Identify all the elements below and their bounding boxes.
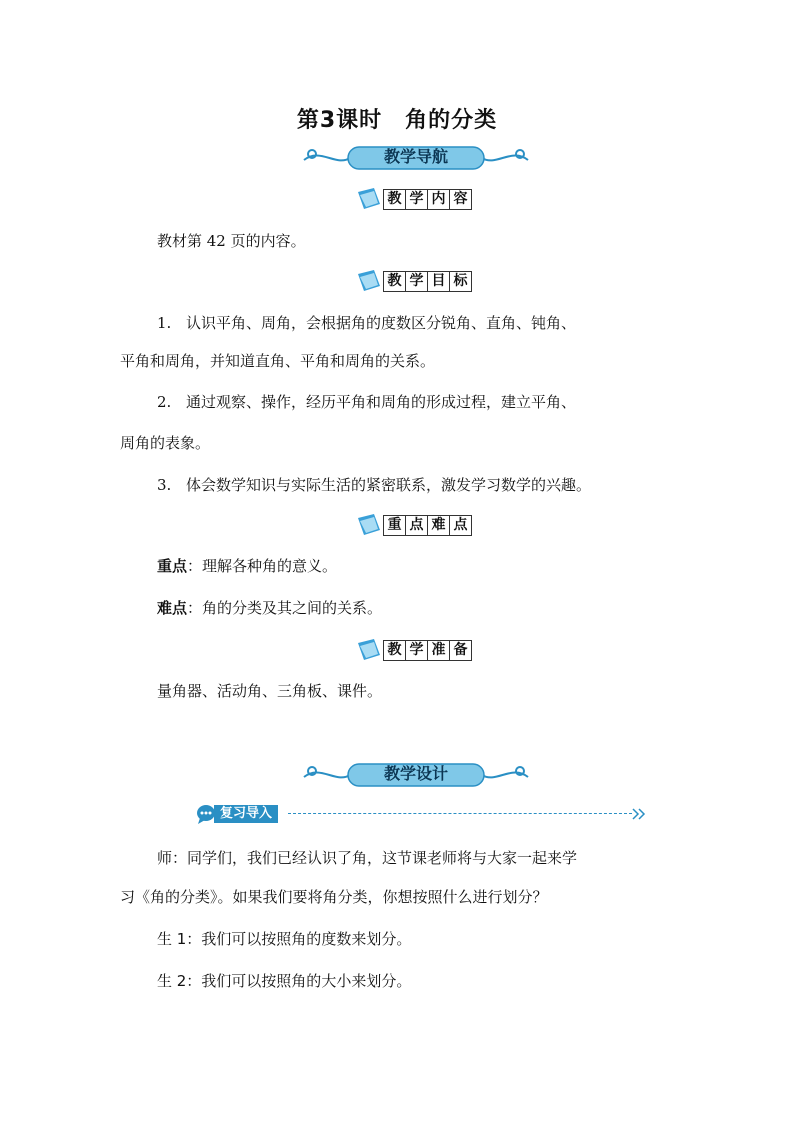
teacher-line2: 习《角的分类》。如果我们要将角分类，你想按照什么进行划分？ (120, 888, 548, 906)
section-char: 标 (449, 271, 472, 292)
difficulty-text: ：角的分类及其之间的关系。 (187, 599, 383, 617)
section-char: 学 (405, 640, 428, 661)
goal-1-line2: 平角和周角，并知道直角、平角和周角的关系。 (120, 352, 436, 370)
section-char: 内 (427, 189, 450, 210)
book-icon (354, 637, 384, 663)
book-icon (354, 268, 384, 294)
section-char: 点 (405, 515, 428, 536)
section-char: 目 (427, 271, 450, 292)
banner-teaching-nav (300, 143, 532, 173)
page-title: 第3课时 角的分类 (296, 108, 498, 133)
section-label-box (384, 640, 472, 660)
goal-1-line1: 认识平角、周角，会根据角的度数区分锐角、直角、钝角、 (186, 314, 577, 332)
section-label-box (384, 515, 472, 535)
section-char: 点 (449, 515, 472, 536)
section-char: 学 (405, 271, 428, 292)
banner-label: 教学导航 (383, 147, 448, 166)
book-icon (354, 512, 384, 538)
section-char: 备 (449, 640, 472, 661)
goal-2-line2: 周角的表象。 (120, 434, 211, 452)
goal-2-number: 2. (157, 393, 172, 411)
goal-2-line1: 通过观察、操作，经历平角和周角的形成过程，建立平角、 (186, 393, 577, 411)
goal-1-number: 1. (157, 314, 172, 332)
section-char: 重 (383, 515, 406, 536)
content-text: 教材第 42 页的内容。 (157, 232, 306, 250)
section-char: 准 (427, 640, 450, 661)
student-1-line: 生 1：我们可以按照角的度数来划分。 (157, 930, 412, 948)
section-char: 教 (383, 189, 406, 210)
prep-text: 量角器、活动角、三角板、课件。 (157, 682, 383, 700)
keypoint-label: 重点 (157, 557, 188, 575)
book-icon (354, 186, 384, 212)
teacher-line1: 师：同学们，我们已经认识了角，这节课老师将与大家一起来学 (157, 849, 578, 867)
section-label-box (384, 189, 472, 209)
section-char: 难 (427, 515, 450, 536)
section-char: 教 (383, 640, 406, 661)
review-intro-label: 复习导入 (214, 805, 278, 823)
difficulty-label: 难点 (157, 599, 188, 617)
keypoint-text: ：理解各种角的意义。 (187, 557, 338, 575)
keypoint-line (157, 555, 337, 577)
goal-3-line1: 体会数学知识与实际生活的紧密联系，激发学习数学的兴趣。 (186, 476, 592, 494)
banner-label: 教学设计 (383, 764, 448, 783)
section-char: 学 (405, 189, 428, 210)
dashed-divider (288, 813, 632, 814)
banner-teaching-design (300, 760, 532, 790)
section-label-box (384, 271, 472, 291)
goal-3-number: 3. (157, 476, 172, 494)
section-char: 容 (449, 189, 472, 210)
double-chevron-right-icon (632, 808, 646, 820)
section-char: 教 (383, 271, 406, 292)
student-2-line: 生 2：我们可以按照角的大小来划分。 (157, 972, 412, 990)
difficulty-line (157, 597, 382, 619)
review-intro-bar (196, 802, 648, 826)
chat-bubble-icon (196, 803, 216, 825)
